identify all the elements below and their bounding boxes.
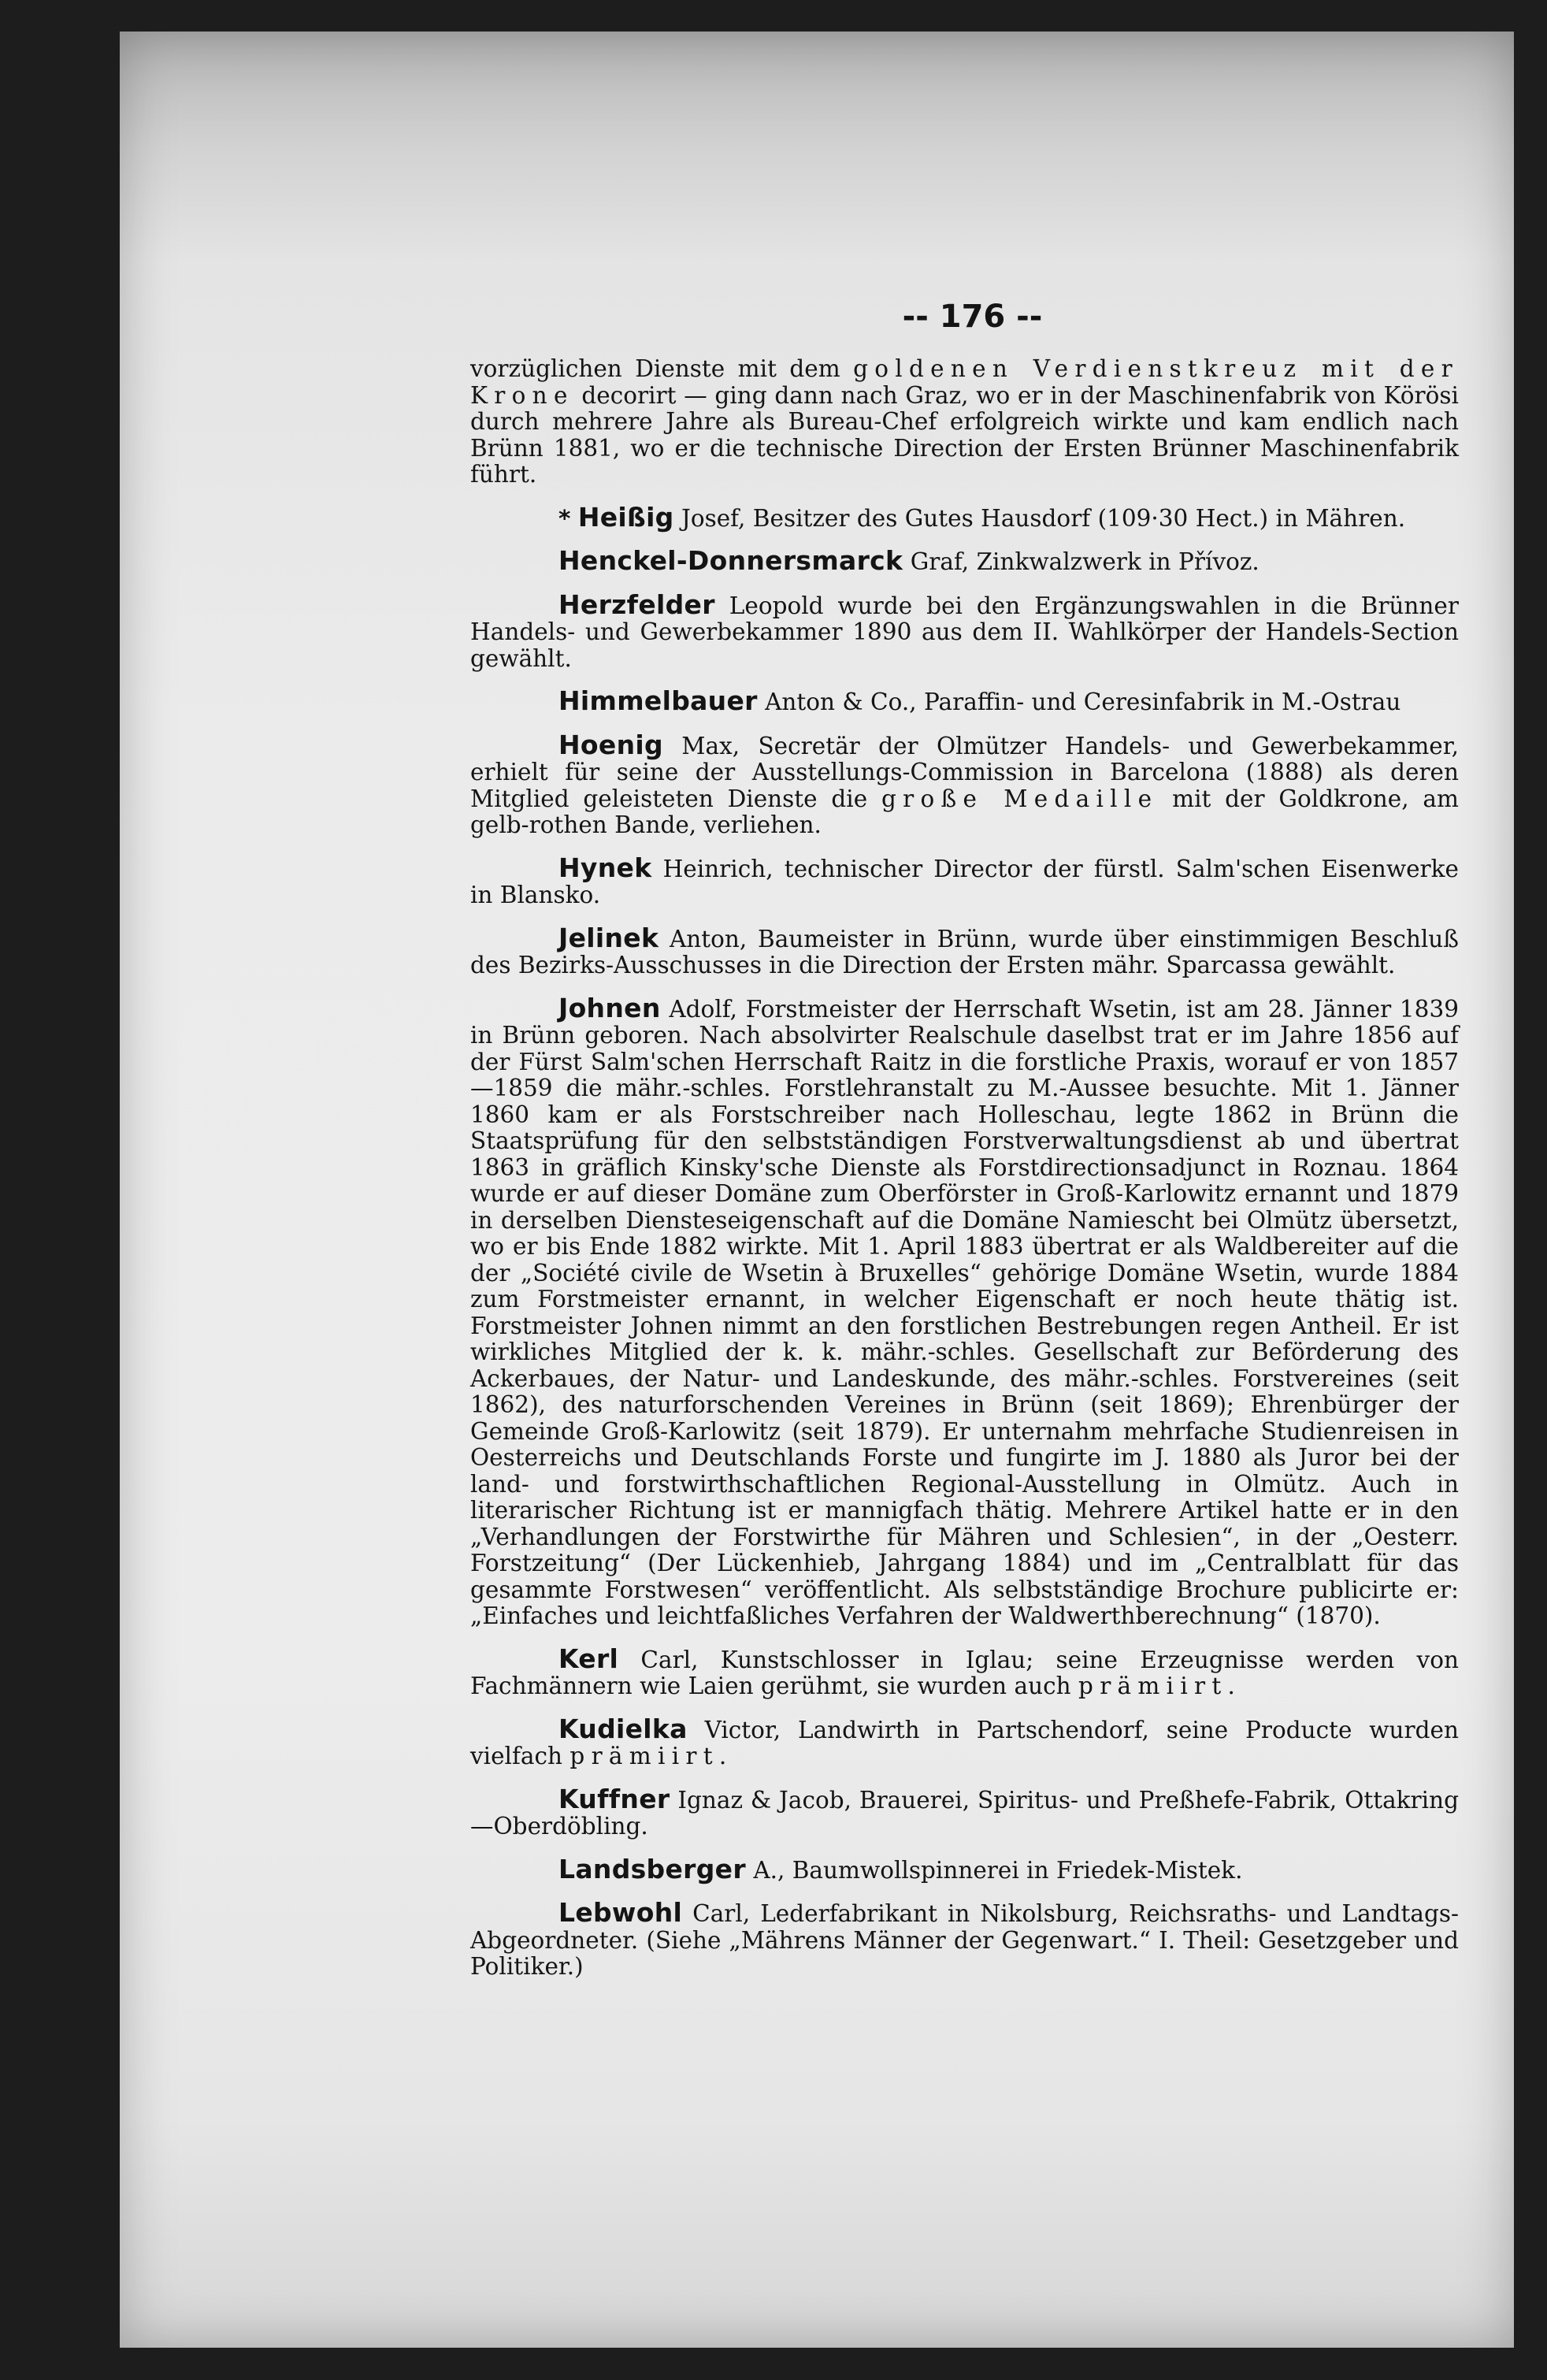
entry-text: Anton & Co., Paraffin- und Ceresinfabrik in M.-Ostrau: [765, 689, 1401, 715]
entry-text: Carl, Kunstschlosser in Iglau; seine Erzeugnisse werden von Fachmännern wie Laien gerühmt, sie wurden auch: [470, 1646, 1459, 1699]
entry-jelinek: [470, 922, 1459, 979]
entry-text: mit der Goldkrone, am gelb-rothen Bande, verliehen.: [470, 785, 1459, 838]
entry-text: Adolf, Forstmeister der Herrschaft Wsetin, ist am 28. Jänner 1839 in Brünn geboren. Nach absolvirter Realschule daselbst trat er im Jahre 1856 auf der Fürst Salm'schen Herrschaft Raitz in die forstliche Praxis, worauf er von 1857—1859 die mähr.-schles. Forstlehranstalt zu M.-Aussee besuchte. Mit 1. Jänner 1860 kam er als Forstschreiber nach Holleschau, legte 1862 in Brünn die Staatsprüfung für den selbstständigen Forstverwaltungsdienst ab und übertrat 1863 in gräflich Kinsky'sche Dienste als Forstdirectionsadjunct in Roznau. 1864 wurde er auf dieser Domäne zum Oberförster in Groß-Karlowitz ernannt und 1879 in derselben Diensteseigenschaft auf die Domäne Namiescht bei Olmütz übersetzt, wo er bis Ende 1882 wirkte. Mit 1. April 1883 übertrat er als Waldbereiter auf die der „Société civile de Wsetin à Bruxelles“ gehörige Domäne Wsetin, wurde 1884 zum Forstmeister ernannt, in welcher Eigenschaft er noch heute thätig ist. Forstmeister Johnen nimmt an den forstlichen Bestrebungen regen Antheil. Er ist wirkliches Mitglied der k. k. mähr.-schles. Gesellschaft zur Beförderung des Ackerbaues, der Natur- und Landeskunde, des mähr.-schles. Forstvereines (seit 1862), des naturforschenden Vereines in Brünn (seit 1869); Ehrenbürger der Gemeinde Groß-Karlowitz (seit 1879). Er unternahm mehrfache Studienreisen in Oesterreichs und Deutschlands Forste und fungirte im J. 1880 als Juror bei der land- und forstwirthschaftlichen Regional-Ausstellung in Olmütz. Auch in literarischer Richtung ist er mannigfach thätig. Mehrere Artikel hatte er in den „Verhandlungen der Forstwirthe für Mähren und Schlesien“, in der „Oesterr. Forstzeitung“ (Der Lückenhieb, Jahrgang 1884) und im „Centralblatt für das gesammte Forstwesen“ veröffentlicht. Als selbstständige Brochure publicirte er: „Einfaches und leichtfaßliches Verfahren der Waldwerthberechnung“ (1870).: [470, 995, 1459, 1629]
scanned-page: [120, 32, 1514, 2348]
entry-text: Victor, Landwirth in Partschendorf, seine Producte wurden vielfach: [470, 1716, 1459, 1769]
entry-headword: Himmelbauer: [558, 685, 758, 716]
entry-kuffner: [470, 1783, 1459, 1840]
entry-heissig: [470, 501, 1459, 533]
award-text: prämiirt: [1078, 1673, 1228, 1699]
entry-johnen: [470, 992, 1459, 1630]
asterisk-mark: *: [558, 504, 571, 532]
entry-headword: Lebwohl: [558, 1897, 683, 1928]
entry-herzfelder: [470, 589, 1459, 673]
entry-landsberger: [470, 1853, 1459, 1884]
entry-text: Leopold wurde bei den Ergänzungswahlen in die Brünner Handels- und Gewerbekammer 1890 aus dem II. Wahlkörper der Handels-Section gewählt.: [470, 592, 1459, 672]
entry-headword: Hoenig: [558, 729, 663, 760]
entry-headword: Kudielka: [558, 1713, 688, 1744]
entry-text: vorzüglichen Dienste mit dem: [470, 355, 840, 382]
entry-kudielka: [470, 1713, 1459, 1770]
entry-headword: Kuffner: [558, 1783, 670, 1814]
entry-henckel: [470, 545, 1459, 576]
entry-text: Josef, Besitzer des Gutes Hausdorf (109·30 Hect.) in Mähren.: [681, 504, 1406, 532]
page-number: -- 176 --: [902, 299, 1043, 335]
entry-headword: Jelinek: [558, 922, 659, 953]
award-text: goldenen Verdienstkreuz mit der Krone: [470, 355, 1459, 409]
entry-headword: Henckel-Donnersmarck: [558, 545, 903, 576]
entry-text: Ignaz & Jacob, Brauerei, Spiritus- und Preßhefe-Fabrik, Ottakring—Oberdöbling.: [470, 1786, 1459, 1840]
entry-hoenig: [470, 729, 1459, 839]
entry-hynek: [470, 852, 1459, 909]
entry-continuation: [470, 356, 1459, 488]
page-text: [470, 299, 1459, 1996]
entry-text: Heinrich, technischer Director der fürstl. Salm'schen Eisenwerke in Blansko.: [470, 855, 1459, 908]
entry-headword: Hynek: [558, 852, 652, 883]
entry-himmelbauer: [470, 685, 1459, 716]
entry-text: Graf, Zinkwalzwerk in Přívoz.: [910, 548, 1259, 575]
entry-text: Max, Secretär der Olmützer Handels- und Gewerbekammer, erhielt für seine der Ausstellungs-Commission in Barcelona (1888) als deren Mitglied geleisteten Dienste die: [470, 732, 1459, 812]
entry-text: .: [1227, 1673, 1235, 1699]
entry-headword: Herzfelder: [558, 589, 715, 620]
entry-text: Anton, Baumeister in Brünn, wurde über einstimmigen Beschluß des Bezirks-Ausschusses in die Direction der Ersten mähr. Sparcassa gewählt.: [470, 925, 1459, 978]
award-text: prämiirt: [569, 1743, 719, 1769]
entry-text: A., Baumwollspinnerei in Friedek-Mistek.: [753, 1856, 1243, 1884]
entry-text: decorirt — ging dann nach Graz, wo er in der Maschinenfabrik von Körösi durch mehrere Jahre als Bureau-Chef erfolgreich wirkte und kam endlich nach Brünn 1881, wo er die technische Direction der Ersten Brünner Maschinenfabrik führt.: [470, 381, 1459, 488]
entry-headword: Kerl: [558, 1643, 619, 1674]
entry-kerl: [470, 1643, 1459, 1700]
award-text: große Medaille: [881, 785, 1159, 812]
entry-lebwohl: [470, 1899, 1459, 1981]
entry-text: .: [718, 1743, 727, 1769]
entry-text: Carl, Lederfabrikant in Nikolsburg, Reichsraths- und Landtags-Abgeordneter. (Siehe „Mährens Männer der Gegenwart.“ I. Theil: Gesetzgeber und Politiker.): [470, 1900, 1459, 1980]
entry-headword: Landsberger: [558, 1853, 746, 1884]
entry-headword: Heißig: [577, 501, 674, 533]
entry-headword: Johnen: [558, 992, 661, 1023]
